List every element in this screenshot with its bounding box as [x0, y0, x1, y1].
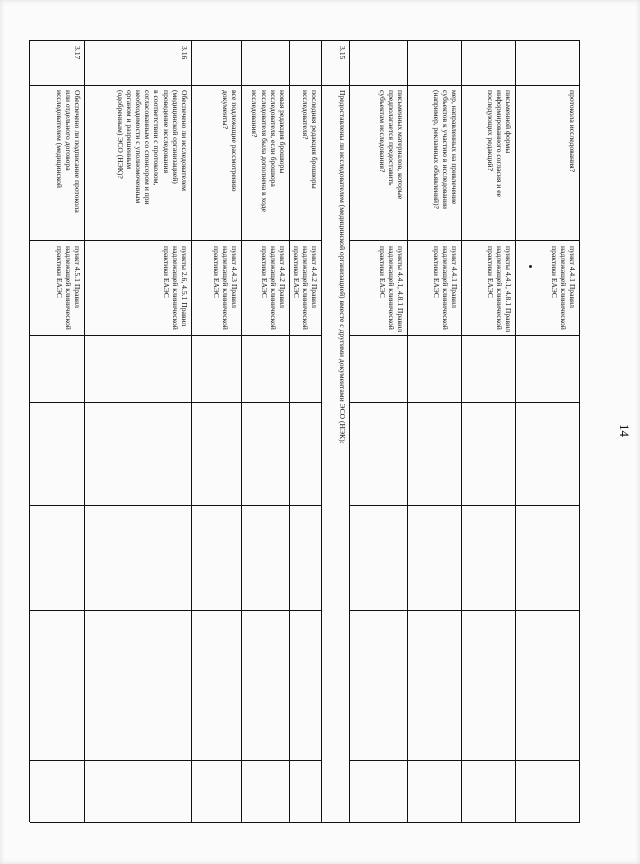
reference-line: пункт 4.4.3 Правил [230, 246, 239, 308]
column-border [30, 760, 322, 761]
question-line: проведение исследования [161, 90, 171, 174]
question-line: (медицинской организацией) [170, 90, 180, 184]
reference-line: пункты 2.6, 4.5.1 Правил [180, 246, 189, 327]
section-heading: Предоставлены ли исследователем (медицинской организацией) вместе с другими документами ЭСО (НЭК): [338, 90, 347, 444]
question-text [250, 90, 287, 235]
column-border [30, 822, 580, 823]
row-border [407, 40, 408, 822]
column-border [30, 610, 322, 611]
reference-line: пункт 4.5.1 Правил [73, 246, 82, 308]
reference-line: практики ЕАЭС [259, 246, 269, 298]
question-line: исследователя была дополнена в ходе [259, 90, 269, 212]
question-text [377, 90, 405, 235]
question-line: или отдельного договора [63, 90, 73, 171]
reference-line: пункт 4.4.1 Правил [568, 246, 577, 308]
column-border [30, 402, 322, 403]
scan-speck [529, 265, 532, 268]
reference-text [259, 246, 287, 332]
row-border [191, 40, 192, 822]
column-border [350, 335, 580, 336]
reference-text [431, 246, 459, 332]
question-line: последующих редакций? [485, 90, 495, 171]
question-line: письменных материалов, которые [396, 90, 405, 200]
question-line: исследователя? [300, 90, 310, 140]
question-line: мер, направленных на привлечение [450, 90, 459, 205]
reference-line: надлежащей клинической [63, 246, 73, 330]
reference-line: надлежащей клинической [440, 246, 450, 330]
question-line: исследования? [250, 90, 260, 138]
row-border [515, 40, 516, 822]
question-text [485, 90, 513, 235]
row-border [349, 40, 350, 822]
reference-line: практики ЕАЭС [54, 246, 64, 298]
reference-line: практики ЕАЭС [431, 246, 441, 298]
reference-text [211, 246, 239, 332]
reference-text [549, 246, 577, 332]
reference-line: пункты 4.4.1, 4.8.1 Правил [504, 246, 513, 332]
column-border [30, 40, 580, 41]
reference-line: пункты 4.4.1, 4.8.1 Правил [396, 246, 405, 332]
question-line: новая редакция брошюры [278, 90, 287, 174]
reference-text [485, 246, 513, 332]
column-border [30, 240, 322, 241]
question-line: необходимости с уполномоченным [133, 90, 143, 204]
reference-line: надлежащей клинической [300, 246, 310, 330]
reference-line: пункт 4.4.2 Правил [278, 246, 287, 308]
reference-text [161, 246, 189, 332]
question-line: письменной формы [504, 90, 513, 154]
question-line: Обеспечено ли подписание протокола [73, 90, 82, 213]
question-line: органом и разрешенным [124, 90, 134, 170]
page-number: 14 [617, 424, 632, 437]
row-border [461, 40, 462, 822]
reference-line: надлежащей клинической [494, 246, 504, 330]
question-line: документы? [220, 90, 230, 129]
reference-line: надлежащей клинической [386, 246, 396, 330]
question-line: исследователя, если брошюра [268, 90, 278, 187]
question-line: информированного согласия и ее [494, 90, 504, 197]
reference-line: надлежащей клинической [558, 246, 568, 330]
reference-line: практики ЕАЭС [211, 246, 221, 298]
row-border [321, 40, 322, 822]
reference-text [54, 246, 82, 332]
row-border [579, 40, 580, 822]
question-line: последняя редакция брошюры [310, 90, 319, 189]
row-border [29, 40, 30, 822]
question-line: субъектам исследования? [377, 90, 387, 173]
reference-line: практики ЕАЭС [377, 246, 387, 298]
column-border [350, 610, 580, 611]
question-text [431, 90, 459, 235]
column-border [30, 335, 322, 336]
question-text [54, 90, 82, 235]
reference-line: пункт 4.4.1 Правил [450, 246, 459, 308]
question-text [115, 90, 189, 235]
item-number: 3.16 [180, 46, 189, 60]
row-border [84, 40, 85, 822]
row-border [241, 40, 242, 822]
question-line: протокола исследования? [568, 90, 577, 173]
reference-line: практики ЕАЭС [485, 246, 495, 298]
reference-line: пункт 4.4.2 Правил [310, 246, 319, 308]
question-line: субъектов к участию в исследовании [440, 90, 450, 209]
column-border [30, 85, 580, 86]
column-border [350, 240, 580, 241]
reference-line: практики ЕАЭС [161, 246, 171, 298]
column-border [350, 402, 580, 403]
question-line: исследователем (медицинской [54, 90, 64, 188]
question-line: в соответствии с протоколом, [152, 90, 162, 186]
reference-line: надлежащей клинической [268, 246, 278, 330]
question-text [301, 90, 319, 235]
reference-line: надлежащей клинической [220, 246, 230, 330]
question-text [221, 90, 239, 235]
reference-text [291, 246, 319, 332]
question-line: (одобренным) ЭСО (НЭК)? [115, 90, 125, 179]
column-border [350, 505, 580, 506]
question-line: все подлежащие рассмотрению [230, 90, 239, 192]
reference-text [377, 246, 405, 332]
question-line: (например, рекламных объявлений)? [431, 90, 441, 209]
question-line: согласованным со спонсором и при [143, 90, 153, 205]
reference-line: практики ЕАЭС [291, 246, 301, 298]
question-line: предполагается предоставить [386, 90, 396, 186]
question-line: Обеспечено ли исследователем [180, 90, 189, 191]
item-number: 3.17 [73, 46, 82, 60]
reference-line: практики ЕАЭС [549, 246, 559, 298]
reference-line: надлежащей клинической [170, 246, 180, 330]
column-border [30, 505, 322, 506]
column-border [350, 760, 580, 761]
row-border [289, 40, 290, 822]
item-number: 3.15 [338, 46, 347, 60]
question-text [568, 90, 577, 235]
